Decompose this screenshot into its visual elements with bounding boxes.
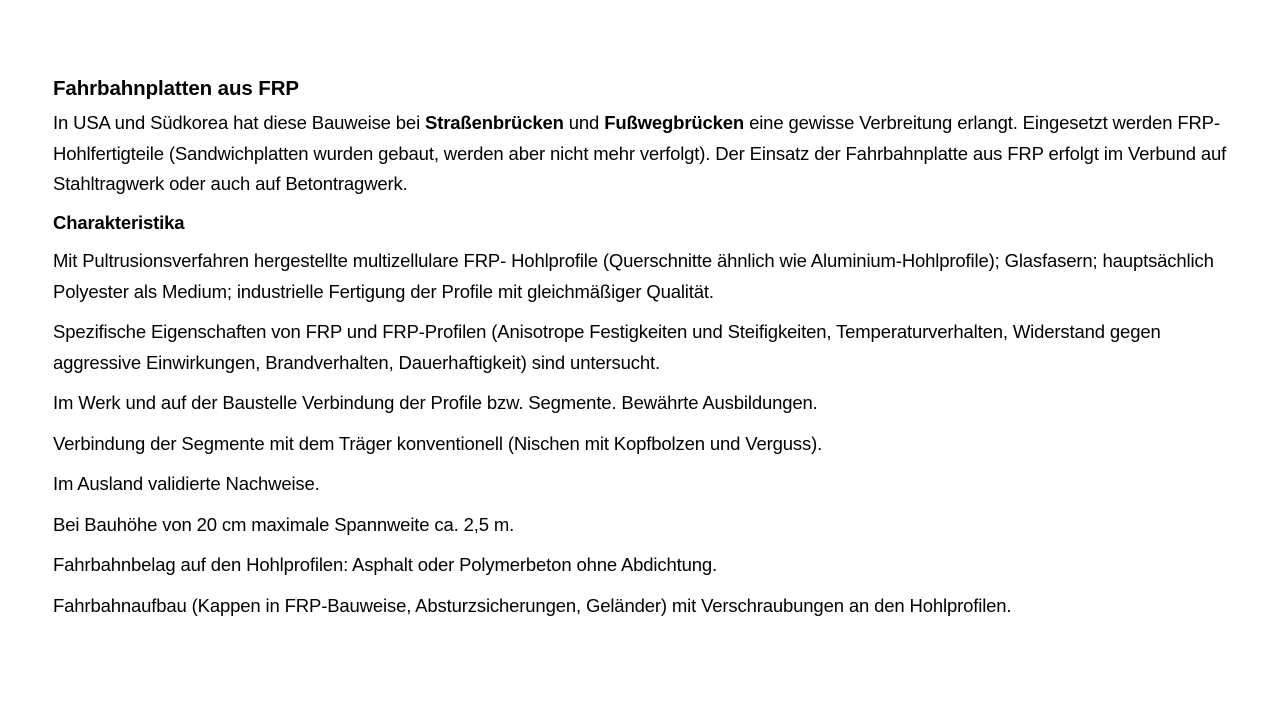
paragraph-pultrusion: Mit Pultrusionsverfahren hergestellte multizellulare FRP- Hohlprofile (Querschnitte ähnlich wie Aluminium-Hohlprofile); Glasfasern; hauptsächlich Polyester als Medium; industrielle Fertigung der Profile mit gleichmäßiger Qualität. xyxy=(53,250,1214,302)
slide-title: Fahrbahnplatten aus FRP xyxy=(53,77,300,100)
slide-content xyxy=(53,74,1243,621)
intro-text-3: eine gewisse Verbreitung erlangt. Eingesetzt werden FRP-Hohlfertigteile (Sandwichplatten wurden gebaut, werden aber nicht mehr verfolgt). Der Einsatz der Fahrbahnplatte aus FRP erfolgt im Verbund auf Stahltragwerk oder auch auf Betontragwerk. xyxy=(53,112,1227,194)
intro-text-1: In USA und Südkorea hat diese Bauweise bei xyxy=(53,112,426,133)
paragraph-eigenschaften: Spezifische Eigenschaften von FRP und FRP-Profilen (Anisotrope Festigkeiten und Steifigkeiten, Temperaturverhalten, Widerstand gegen aggressive Einwirkungen, Brandverhalten, Dauerhaftigkeit) sind untersucht. xyxy=(53,321,1161,373)
paragraph-verbindung: Verbindung der Segmente mit dem Träger konventionell (Nischen mit Kopfbolzen und Verguss). xyxy=(53,432,823,454)
paragraph-bauhoehe: Bei Bauhöhe von 20 cm maximale Spannweite ca. 2,5 m. xyxy=(53,513,515,535)
paragraph-werk-baustelle: Im Werk und auf der Baustelle Verbindung der Profile bzw. Segmente. Bewährte Ausbildungen. xyxy=(53,392,818,413)
section-heading: Charakteristika xyxy=(53,211,185,233)
paragraph-fahrbahnbelag: Fahrbahnbelag auf den Hohlprofilen: Asphalt oder Polymerbeton ohne Abdichtung. xyxy=(53,554,718,575)
intro-bold-strassenbruecken: Straßenbrücken xyxy=(425,112,564,133)
intro-bold-fusswegbruecken: Fußwegbrücken xyxy=(604,112,745,133)
paragraph-nachweise: Im Ausland validierte Nachweise. xyxy=(53,473,320,494)
paragraph-fahrbahnaufbau: Fahrbahnaufbau (Kappen in FRP-Bauweise, Absturzsicherungen, Geländer) mit Verschraubungen an den Hohlprofilen. xyxy=(53,594,1012,616)
intro-text-2: und xyxy=(563,112,605,133)
intro-paragraph xyxy=(53,108,1243,200)
